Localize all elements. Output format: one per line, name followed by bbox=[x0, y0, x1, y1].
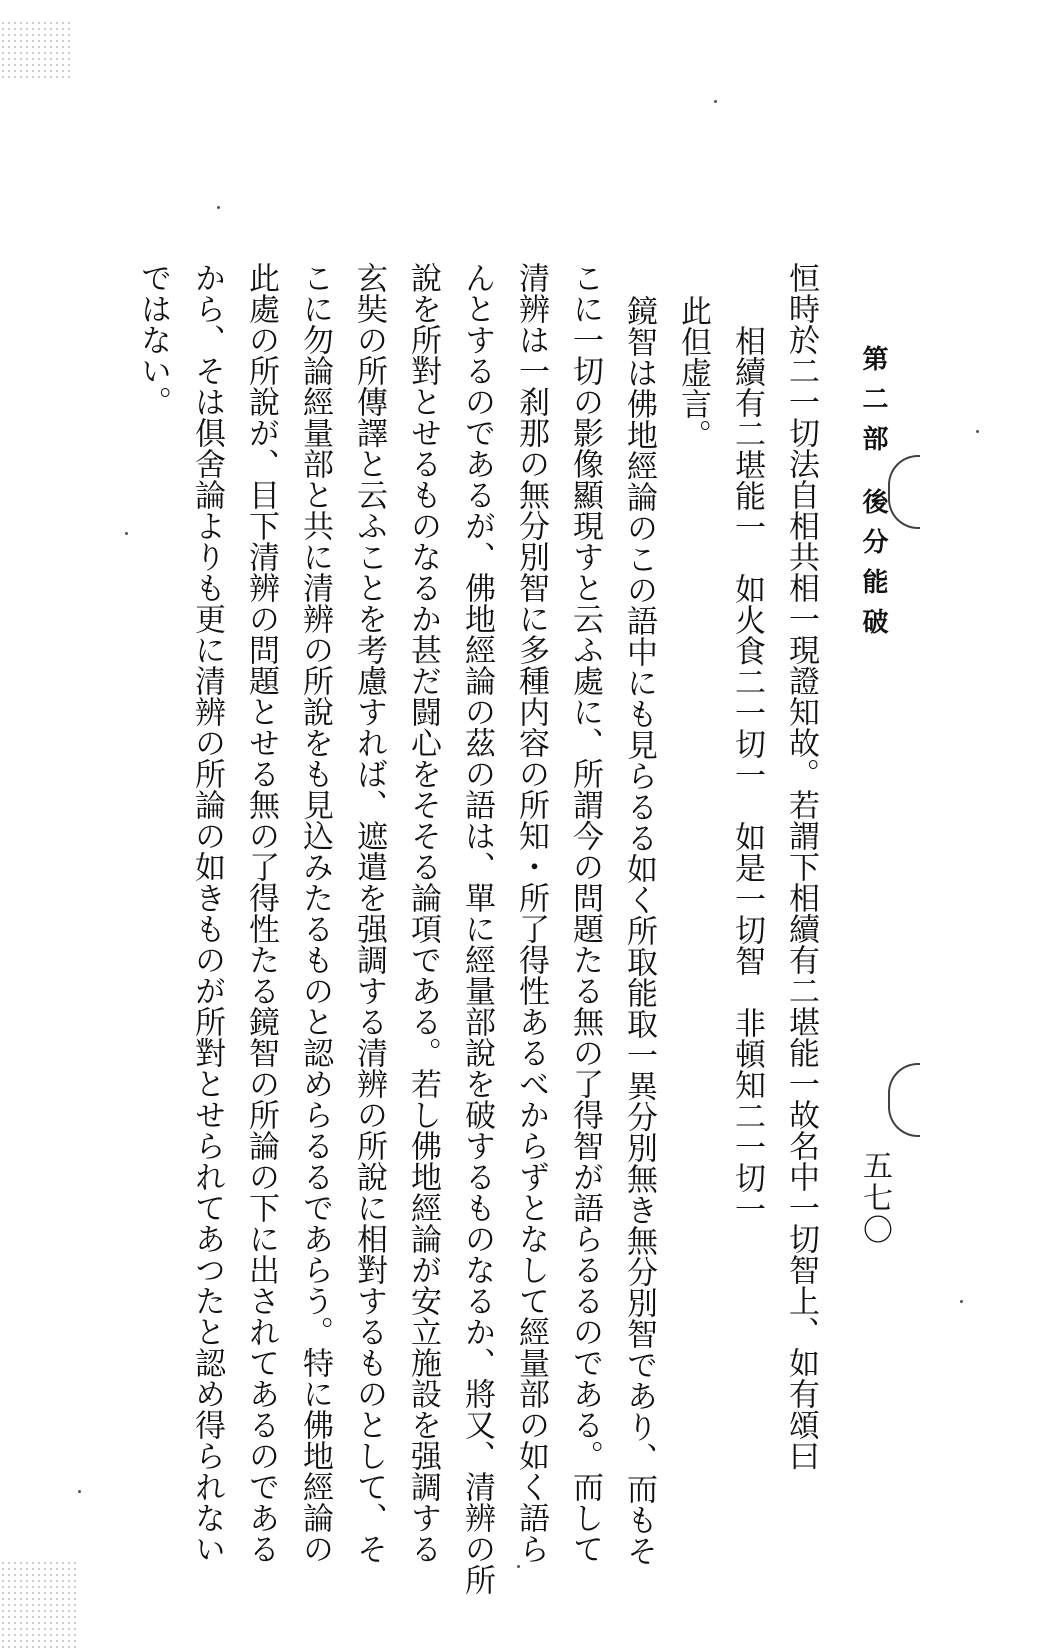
scan-speck bbox=[517, 1565, 520, 1568]
text-column-1: 恒時於二一切法自相共相一現證知故。若謂下相續有二堪能一故名中一切智上、如有頌曰 bbox=[783, 262, 819, 1471]
text-column-7: んとするのであるが、佛地經論の茲の語は、單に經量部說を破するものなるか、將又、清辨の所 bbox=[459, 262, 495, 1595]
text-column-5: こに一切の影像顯現すと云ふ處に、所謂今の問題たる無の了得智が語らるるのである。而して bbox=[567, 262, 603, 1564]
text-column-4: 鏡智は佛地經論のこの語中にも見らるる如く所取能取一異分別無き無分別智であり、而もそ bbox=[621, 295, 657, 1566]
text-column-6: 清辨は一刹那の無分別智に多種内容の所知・所了得性あるべからずとなして經量部の如く語ら bbox=[513, 262, 549, 1564]
scan-speck bbox=[976, 430, 979, 433]
scan-speck bbox=[714, 100, 717, 103]
scan-speck bbox=[217, 206, 220, 209]
running-head: 第二部 後分能破 bbox=[858, 345, 888, 649]
scan-noise-top-left bbox=[0, 20, 70, 80]
text-column-12: から、そは俱舍論よりも更に清辨の所論の如きものが所對とせられてあつたと認め得られない bbox=[189, 262, 225, 1564]
text-column-8: 說を所對とせるものなるか甚だ闘心をそそる論項である。若し佛地經論が安立施設を强調する bbox=[405, 262, 441, 1564]
scan-speck bbox=[960, 1300, 963, 1303]
text-column-10: こに勿論經量部と共に清辨の所說をも見込みたるものと認めらるるであらう。特に佛地經論の bbox=[297, 262, 333, 1564]
scan-speck bbox=[125, 532, 128, 535]
text-column-3: 此但虚言。 bbox=[675, 295, 711, 450]
scan-speck bbox=[78, 1490, 81, 1493]
scan-noise-bottom-left bbox=[0, 1560, 80, 1650]
text-column-13: ではない。 bbox=[135, 262, 171, 417]
text-column-11: 此處の所說が、目下清辨の問題とせる無の了得性たる鏡智の所論の下に出されてあるのである bbox=[243, 262, 279, 1564]
text-column-2: 相續有二堪能一 如火食二一切一 如是一切智 非頓知二一切一 bbox=[729, 325, 765, 1224]
text-column-9: 玄奘の所傳譯と云ふことを考慮すれば、遮遣を强調する清辨の所說に相對するものとして、そ bbox=[351, 262, 387, 1564]
page-number: 五七〇 bbox=[857, 1150, 892, 1246]
